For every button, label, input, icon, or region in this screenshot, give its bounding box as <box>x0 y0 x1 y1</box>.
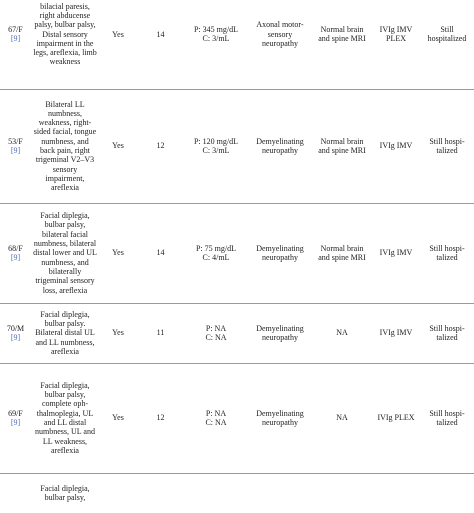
outcome-cell: Still hospi-talized <box>420 203 474 303</box>
days-cell: 12 <box>137 89 184 203</box>
treatment-cell: IVIg IMV <box>372 303 420 363</box>
symptoms-cell: Facial diplegia, bulbar palsy. Bilateral distal UL and LL numbness, areflexia <box>31 303 99 363</box>
mri-cell: Normal brain and spine MRI <box>312 89 372 203</box>
treatment-cell: IVIg PLEX <box>372 363 420 473</box>
outcome-cell: Still hospi-talized <box>420 303 474 363</box>
ivig-cell: Yes <box>99 363 137 473</box>
csf-cell: P: 75 mg/dL C: 4/mL <box>184 203 248 303</box>
csf-cell: P: NA C: NA <box>184 363 248 473</box>
mri-cell: Normal brain and spine MRI <box>312 203 372 303</box>
mri-cell: Normal brain and spine MRI <box>312 0 372 89</box>
patient-cell: 68/F [9] <box>0 203 31 303</box>
emg-cell: Demyelinating neuropathy <box>248 363 312 473</box>
ivig-cell: Yes <box>99 303 137 363</box>
emg-cell: Demyelinating neuropathy <box>248 303 312 363</box>
symptoms-cell: Bilateral LL numbness, weakness, right-sided facial, tongue numbness, and back pain, right trigeminal V2–V3 sensory impairment, areflexia <box>31 89 99 203</box>
emg-cell: Axonal motor-sensory neuropathy <box>248 0 312 89</box>
mri-cell: NA <box>312 363 372 473</box>
patient-cell: 69/F [9] <box>0 363 31 473</box>
ivig-cell: Yes <box>99 203 137 303</box>
days-cell: 12 <box>137 363 184 473</box>
ivig-cell <box>99 473 137 513</box>
days-cell: 14 <box>137 203 184 303</box>
days-cell: 11 <box>137 303 184 363</box>
table-row <box>0 89 474 203</box>
treatment-cell: IVIg IMV <box>372 203 420 303</box>
outcome-cell: Still hospitalized <box>420 0 474 89</box>
symptoms-cell: Facial diplegia, bulbar palsy, complete oph-thalmoplegia, UL and LL distal numbness, UL and LL weakness, areflexia <box>31 363 99 473</box>
emg-cell: Demyelinating neuropathy <box>248 203 312 303</box>
emg-cell: Demyelinating neuropathy <box>248 89 312 203</box>
ivig-cell: Yes <box>99 0 137 89</box>
days-cell: 14 <box>137 0 184 89</box>
outcome-cell: Still hospi-talized <box>420 363 474 473</box>
treatment-cell: IVIg IMV <box>372 89 420 203</box>
patient-cell: 67/F [9] <box>0 0 31 89</box>
symptoms-cell: Facial diplegia, bulbar palsy, <box>40 483 90 503</box>
treatment-cell <box>372 473 420 513</box>
table-row <box>0 203 474 303</box>
emg-cell <box>248 473 312 513</box>
table-row <box>0 473 474 513</box>
csf-cell: P: 345 mg/dL C: 3/mL <box>184 0 248 89</box>
symptoms-cell: Facial diplegia, bulbar palsy, bilateral facial numbness, bilateral distal lower and UL numbness, and bilaterally trigeminal sensory loss, areflexia <box>31 203 99 303</box>
patient-cell: 70/M [9] <box>0 303 31 363</box>
table-row <box>0 0 474 89</box>
symptoms-cell: bilacial paresis, right abducense palsy, bulbar palsy, Distal sensory impairment in the legs, areflexia, limb weakness <box>31 0 99 89</box>
table-row <box>0 363 474 473</box>
csf-cell: P: NA C: NA <box>184 303 248 363</box>
patient-cell <box>0 473 31 513</box>
csf-cell <box>184 473 248 513</box>
csf-cell: P: 120 mg/dL C: 3/mL <box>184 89 248 203</box>
outcome-cell <box>420 473 474 513</box>
mri-cell <box>312 473 372 513</box>
treatment-cell: IVIg IMV PLEX <box>372 0 420 89</box>
outcome-cell: Still hospi-talized <box>420 89 474 203</box>
mri-cell: NA <box>312 303 372 363</box>
days-cell <box>137 473 184 513</box>
table-row <box>0 303 474 363</box>
patient-cell: 53/F [9] <box>0 89 31 203</box>
ivig-cell: Yes <box>99 89 137 203</box>
